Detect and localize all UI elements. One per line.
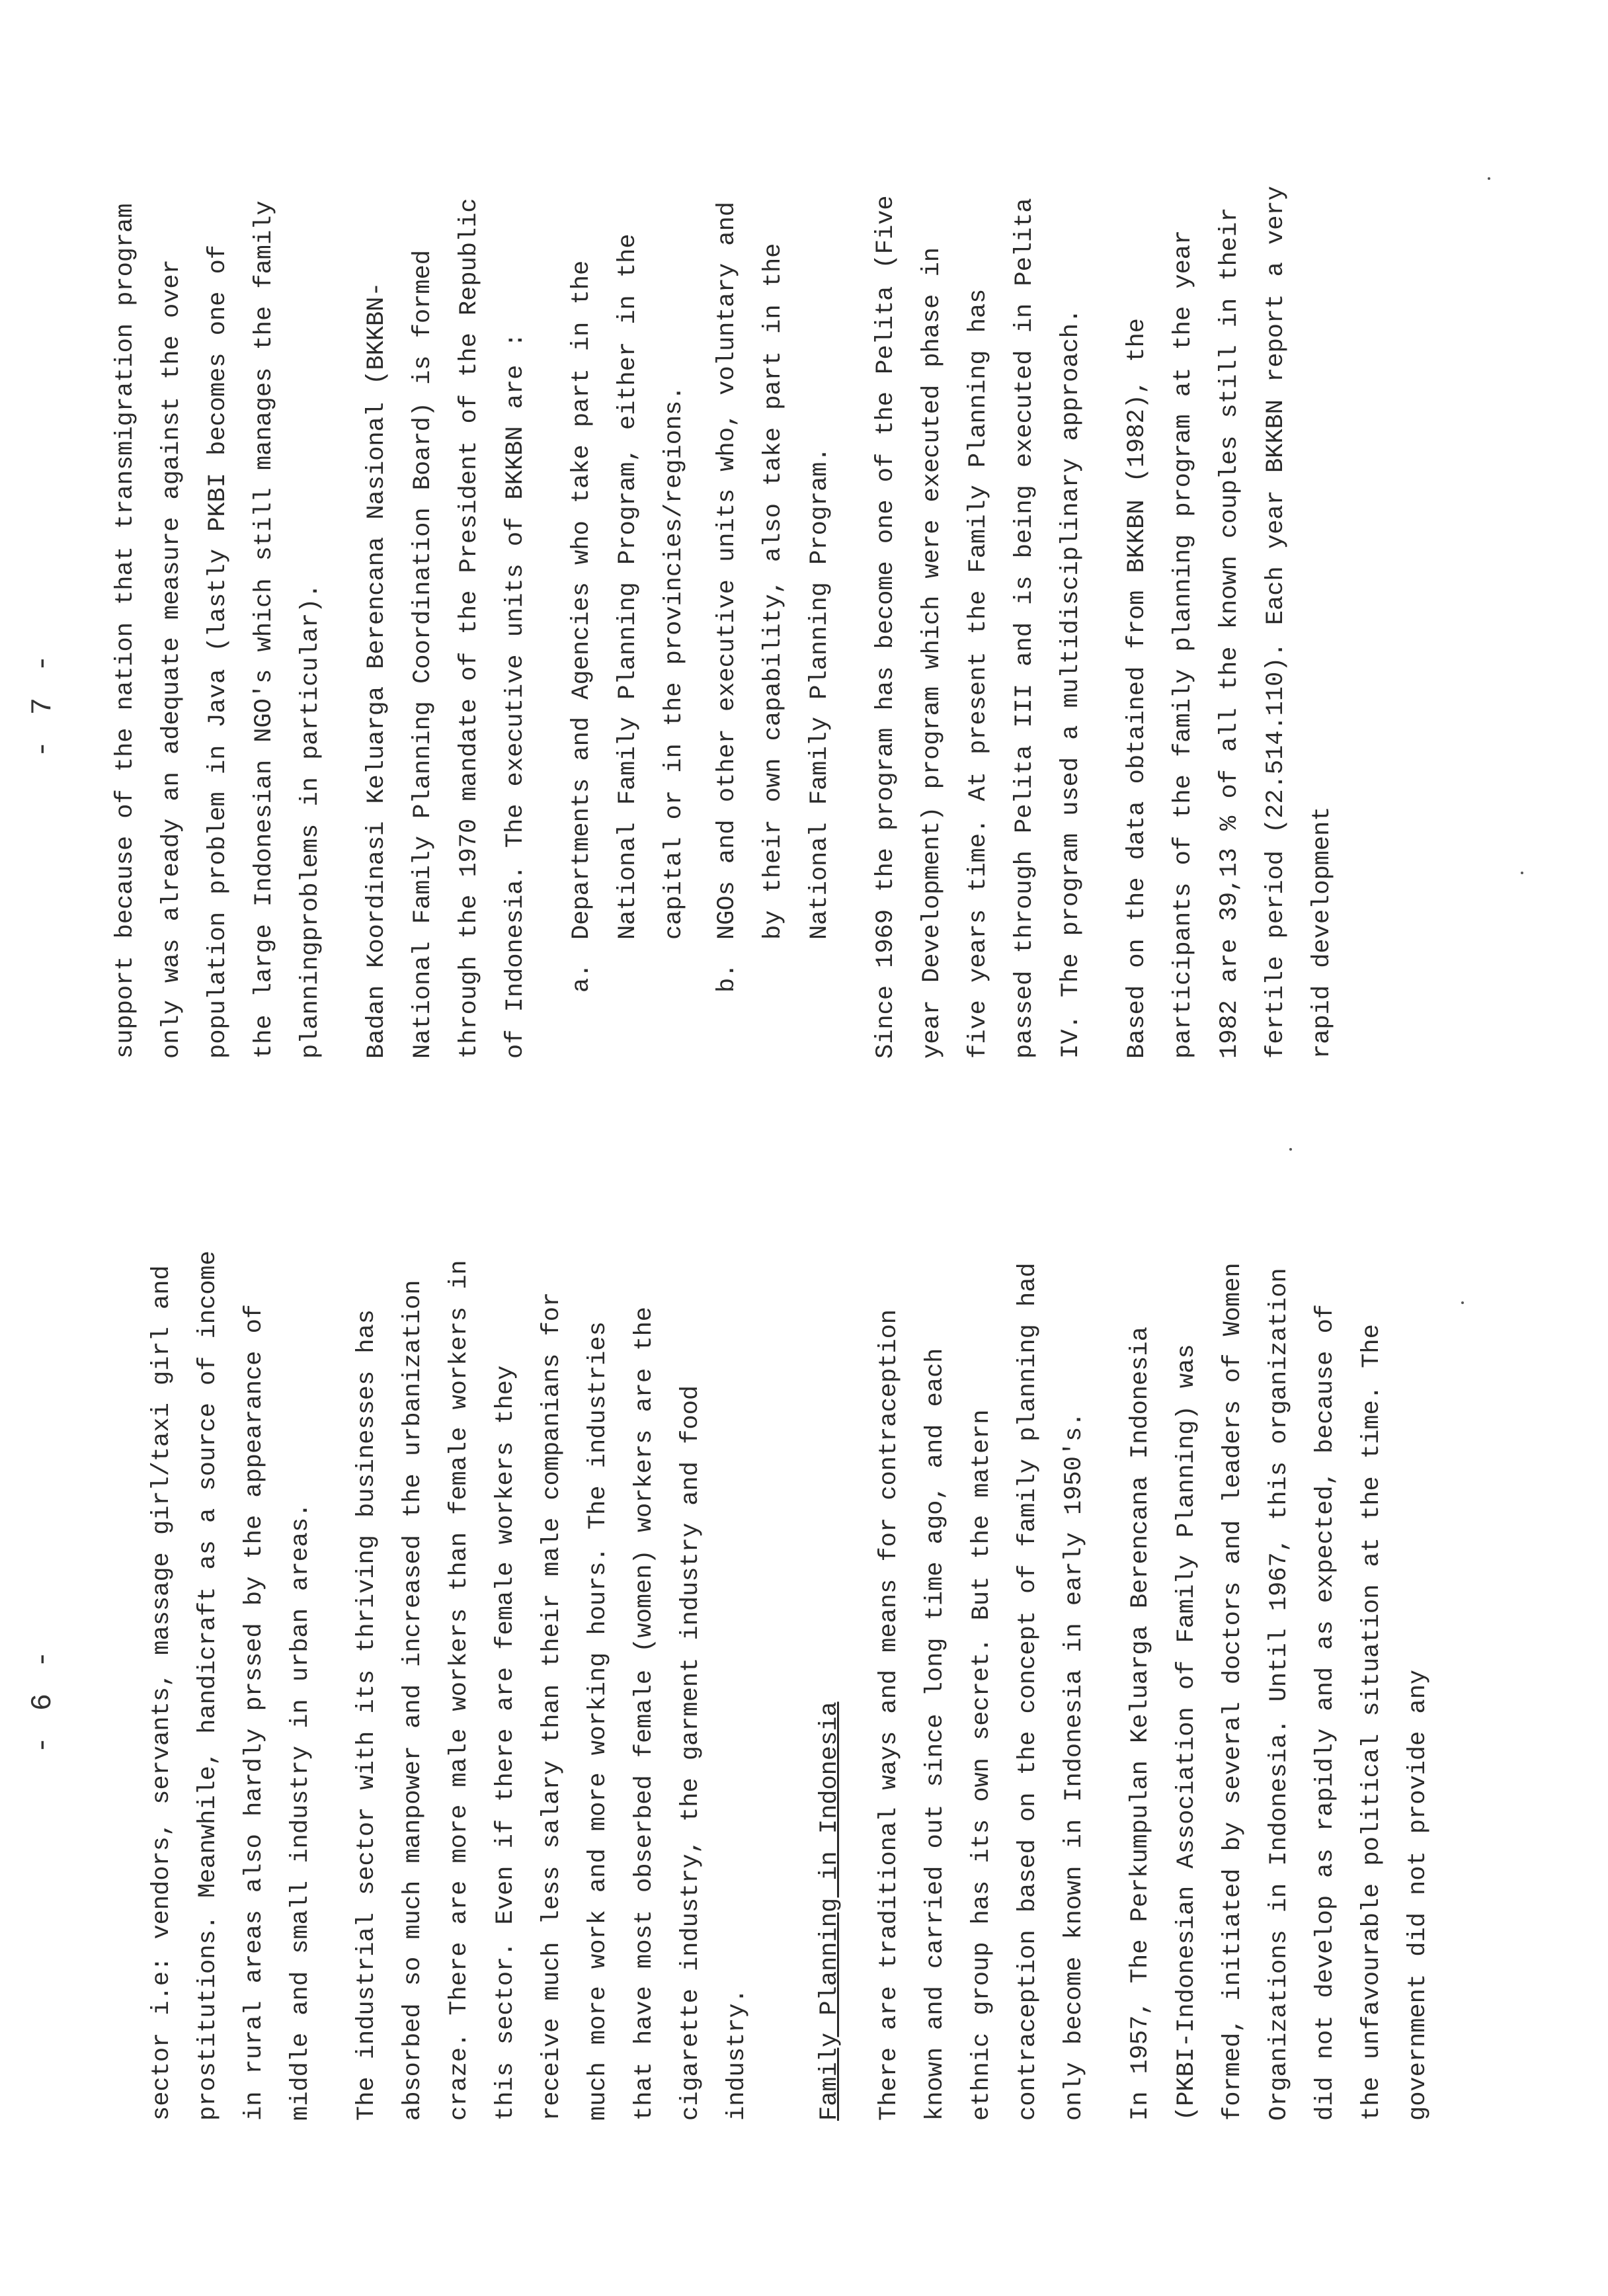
paragraph: support because of the nation that transmigration program only was already an adequate measure against the over population problem in Java (lastly PKBI becomes one of the large Indonesian NGO's which still manages the family planningproblems in particular). (112, 200, 325, 1059)
list-item (559, 186, 698, 1059)
list-item-text: NGOs and other executive units who, voluntary and by their own capability, also take part in the National Family Planning Program. (713, 202, 834, 940)
left-page (0, 1148, 1608, 2296)
paragraph: sector i.e: vendors, servants, massage girl/taxi girl and prostitutions. Meanwhile, handicraft as a source of income in rural areas also hardly prssed by the appearance of middle and small industry in urban areas. (148, 1250, 315, 2121)
scan-speck (1461, 1301, 1464, 1304)
paragraph: Since 1969 the program has become one of the Pelita (Five year Development) program which were executed phase in five years time. At present the Family Planning has passed through Pelita III and is being executed in Pelita IV. The program used a multidisciplinary approach. (872, 195, 1085, 1059)
list-item (704, 186, 843, 1059)
scan-speck (1289, 1148, 1292, 1151)
paragraph: Badan Koordinasi Keluarga Berencana Nasional (BKKBN- National Family Planning Coordination Board) is formed through the 1970 mandate of the President of the Republic of Indonesia. The executive units of BKKBN are : (363, 198, 530, 1059)
paragraph: There are traditional ways and means for contraception known and carried out since long time ago, and each ethnic group has its own secret. But the matern contraception based on the concept of family planning had only become known in Indonesia in early 1950's. (875, 1262, 1088, 2121)
page-number: - 7 - (26, 650, 60, 758)
left-page-body (139, 1248, 1461, 2121)
scan-speck (1521, 872, 1523, 874)
list-marker: b. (713, 963, 741, 993)
paragraph: The industrial sector with its thriving businesses has absorbed so much manpower and increased the urbanization craze. There are more male workers than female workers in this sector. Even if there are female workers they receive much less salary than their male companians for much more work and more working hours. The industries that have most obserbed female (women) workers are the cigarette industry, the garment industry and food industry. (353, 1260, 751, 2121)
page-number: - 6 - (26, 1646, 60, 1754)
paragraph: In 1957, The Perkumpulan Keluarga Berencana Indonesia (PKBI-Indonesian Association of Family Planning) was formed, initiated by several doctors and leaders of Women Organizations in Indonesia. Until 1967, this organization did not develop as rapidly and as expected, because of the unfavourable political situation at the time. The government did not provide any (1127, 1262, 1432, 2121)
right-page-body (102, 186, 1365, 1059)
scan-speck (1488, 177, 1490, 180)
list-item-text: Departments and Agencies who take part in the National Family Planning Program, either in the capital or in the provincies/regions. (568, 233, 688, 940)
section-heading: Family Planning in Indonesia (816, 1702, 844, 2121)
paragraph: Based on the data obtained from BKKBN (1982), the participants of the family planning program at the year 1982 are 39,13 % of all the known couples still in their fertile period (22.514.110). Each year BKKBN report a very rapid development (1123, 186, 1336, 1059)
list-marker: a. (568, 963, 596, 993)
